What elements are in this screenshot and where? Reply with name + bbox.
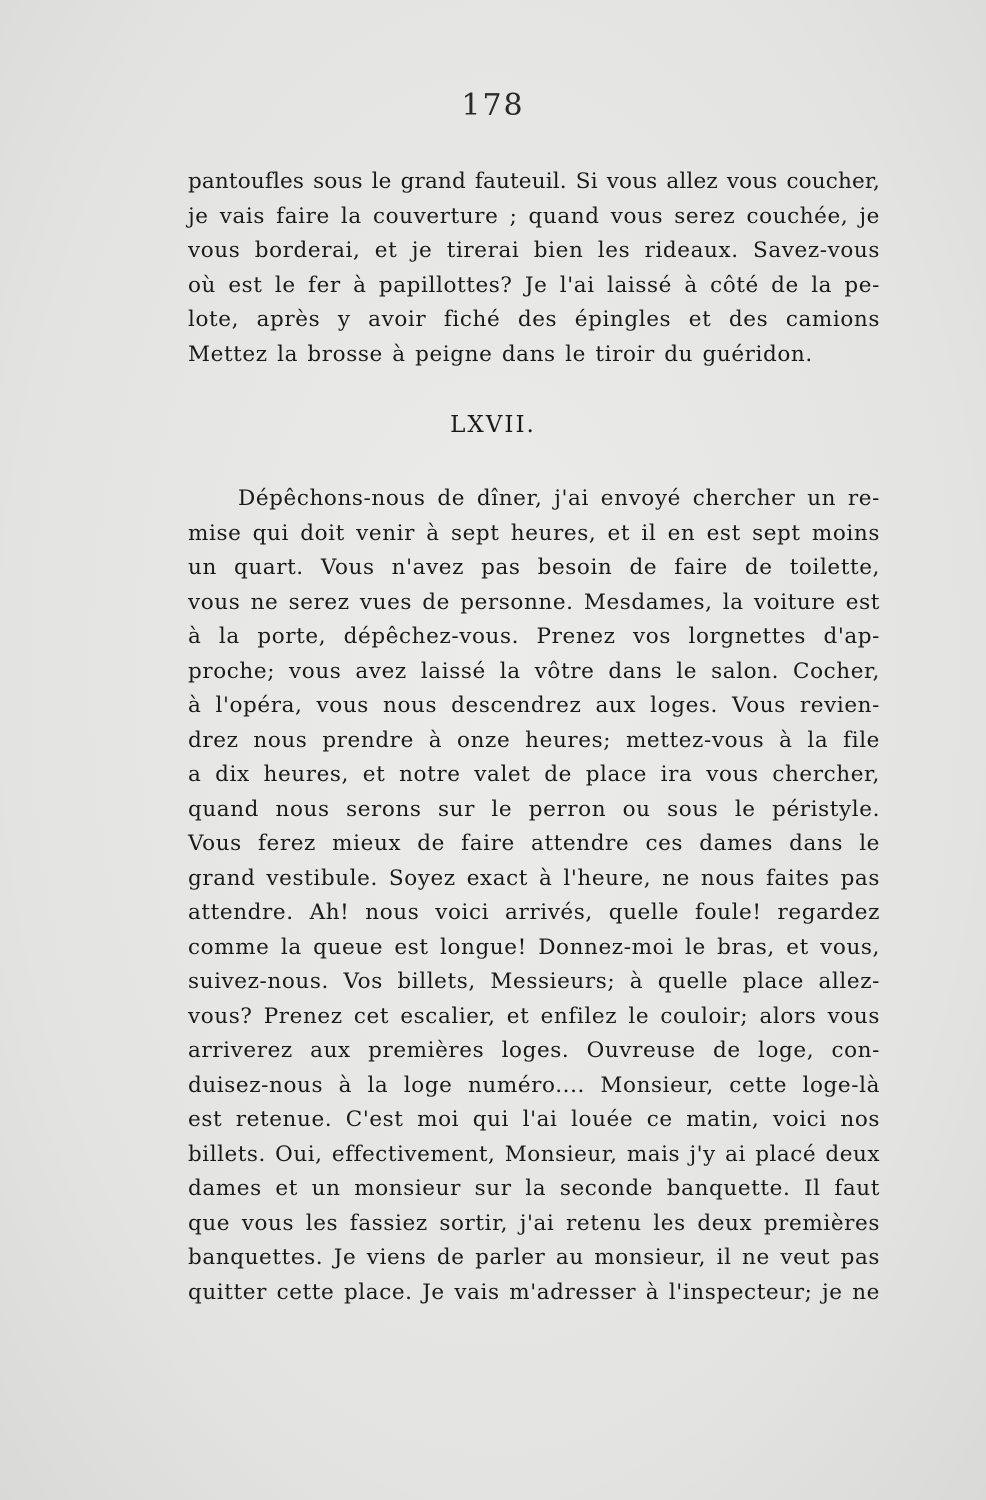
- paragraph-2: [188, 482, 880, 1310]
- text-line: mise qui doit venir à sept heures, et il en est sept moins: [188, 520, 880, 546]
- paragraph-1: [188, 165, 880, 372]
- text-line: arriverez aux premières loges. Ouvreuse de loge, con-: [188, 1038, 880, 1063]
- text-line: un quart. Vous n'avez pas besoin de faire de toilette,: [188, 555, 880, 580]
- text-line: où est le fer à papillottes? Je l'ai laissé à côté de la pe-: [188, 272, 880, 298]
- text-line: drez nous prendre à onze heures; mettez-vous à la file: [188, 727, 880, 753]
- text-line: quitter cette place. Je vais m'adresser à l'inspecteur; je ne: [188, 1279, 880, 1305]
- text-line: Dépêchons-nous de dîner, j'ai envoyé chercher un re-: [238, 486, 880, 511]
- text-line: je vais faire la couverture ; quand vous serez couchée, je: [188, 203, 880, 229]
- text-line: Vous ferez mieux de faire attendre ces dames dans le: [188, 831, 880, 856]
- text-line: vous ne serez vues de personne. Mesdames, la voiture est: [188, 589, 880, 615]
- text-line: comme la queue est longue! Donnez-moi le bras, et vous,: [188, 934, 880, 960]
- text-line: vous borderai, et je tirerai bien les rideaux. Savez-vous: [188, 238, 880, 263]
- text-line: a dix heures, et notre valet de place ira vous chercher,: [188, 762, 880, 787]
- text-line: vous? Prenez cet escalier, et enfilez le couloir; alors vous: [188, 1003, 880, 1029]
- text-line: proche; vous avez laissé la vôtre dans le salon. Cocher,: [188, 658, 880, 684]
- text-line: à l'opéra, vous nous descendrez aux loges. Vous revien-: [188, 693, 880, 718]
- text-line: lote, après y avoir fiché des épingles et des camions: [188, 307, 880, 332]
- text-line: pantoufles sous le grand fauteuil. Si vous allez vous coucher,: [188, 169, 880, 194]
- text-line: billets. Oui, effectivement, Monsieur, mais j'y ai placé deux: [188, 1141, 880, 1167]
- page-number: 178: [461, 88, 525, 123]
- text-line: attendre. Ah! nous voici arrivés, quelle foule! regardez: [188, 900, 880, 925]
- text-line: à la porte, dépêchez-vous. Prenez vos lorgnettes d'ap-: [188, 624, 880, 649]
- text-line: quand nous serons sur le perron ou sous le péristyle.: [188, 796, 880, 822]
- text-line: suivez-nous. Vos billets, Messieurs; à quelle place allez-: [188, 969, 880, 994]
- text-line: grand vestibule. Soyez exact à l'heure, ne nous faites pas: [188, 865, 880, 891]
- text-line: dames et un monsieur sur la seconde banquette. Il faut: [188, 1176, 880, 1201]
- text-line: duisez-nous à la loge numéro.... Monsieur, cette loge-là: [188, 1072, 880, 1098]
- text-line: est retenue. C'est moi qui l'ai louée ce matin, voici nos: [188, 1107, 880, 1132]
- text-line: banquettes. Je viens de parler au monsieur, il ne veut pas: [188, 1245, 880, 1270]
- text-line: Mettez la brosse à peigne dans le tiroir du guéridon.: [188, 341, 813, 367]
- text-line: que vous les fassiez sortir, j'ai retenu les deux premières: [188, 1210, 880, 1236]
- section-heading: LXVII.: [450, 412, 536, 438]
